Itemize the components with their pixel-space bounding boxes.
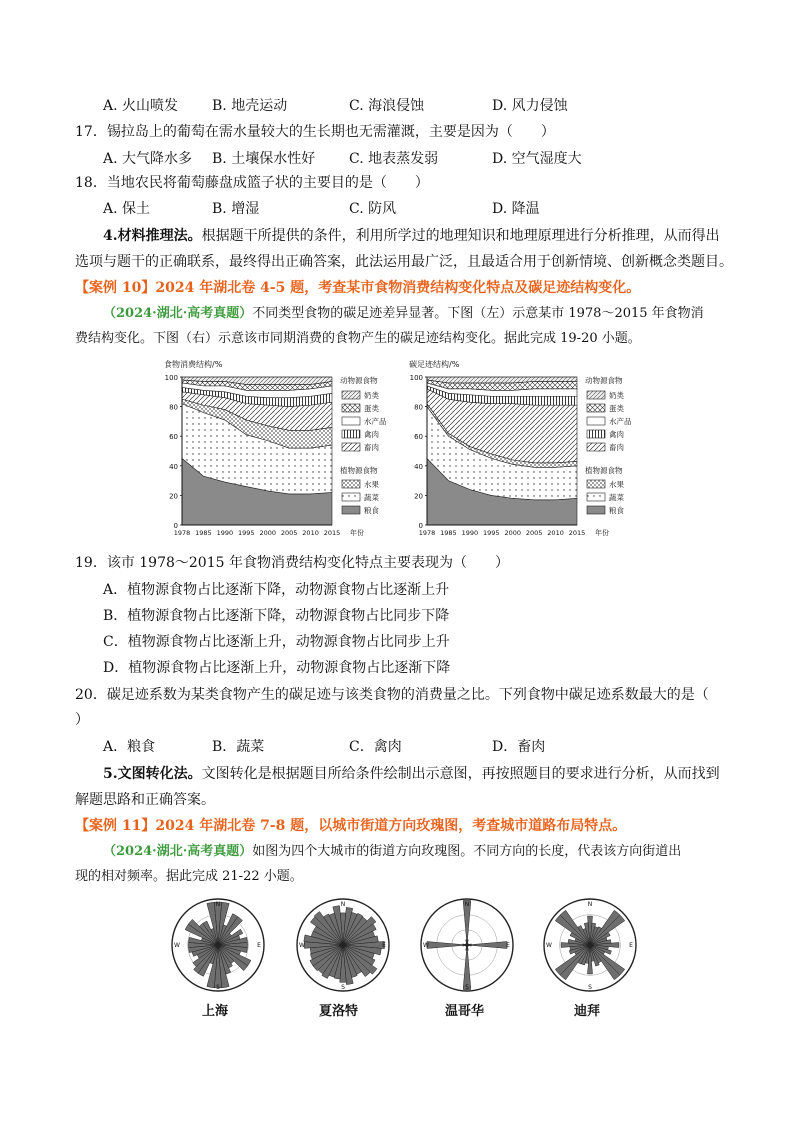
legend-entry: 蔬菜 xyxy=(609,493,624,502)
compass-east-label: E xyxy=(506,942,510,949)
compass-south-label: S xyxy=(588,984,592,991)
rose-diagram-shanghai xyxy=(163,892,273,1002)
y-tick-label: 20 xyxy=(169,492,178,501)
case10-intro-line1 xyxy=(103,304,704,324)
legend-swatch xyxy=(587,506,605,514)
compass-north-label: N xyxy=(464,901,470,908)
legend-entry: 粮食 xyxy=(364,506,379,515)
carbon-footprint-chart xyxy=(405,355,660,540)
case11-source-tag: （2024·湖北·高考真题） xyxy=(103,844,253,859)
legend-swatch xyxy=(587,430,605,438)
rose-city-charlotte: 夏洛特 xyxy=(319,1004,359,1019)
y-tick-label: 60 xyxy=(169,433,178,442)
compass-north-label: N xyxy=(215,901,221,908)
q18-stem: 18．当地农民将葡萄藤盘成篮子状的主要目的是（ ） xyxy=(75,175,429,191)
compass-east-label: E xyxy=(257,942,261,949)
legend-swatch xyxy=(587,493,605,501)
q20-stem-cont: ） xyxy=(75,712,89,728)
q18-option-a: A. 保土 xyxy=(103,201,151,217)
legend-swatch xyxy=(342,391,360,399)
legend-entry: 畜肉 xyxy=(364,443,379,452)
legend-swatch xyxy=(587,443,605,451)
q18-option-b: B. 增湿 xyxy=(212,201,260,217)
legend-entry: 畜肉 xyxy=(609,443,624,452)
q16-option-b: B. 地壳运动 xyxy=(212,98,288,114)
legend-swatch xyxy=(342,480,360,488)
x-tick-label: 1990 xyxy=(216,529,234,537)
method4-text-line2: 选项与题干的正确联系，最终得出正确答案，此法运用最广泛，且最适合用于创新情境、创新概念类题目。 xyxy=(75,254,733,270)
rose-city-dubai: 迪拜 xyxy=(574,1004,601,1019)
x-tick-label: 2000 xyxy=(504,529,521,537)
rose-diagram-vancouver xyxy=(412,892,522,1002)
legend-swatch xyxy=(587,404,605,412)
legend-entry: 水产品 xyxy=(609,417,632,426)
food-consumption-chart xyxy=(160,355,410,540)
y-tick-label: 80 xyxy=(414,403,423,412)
y-tick-label: 100 xyxy=(164,374,178,382)
compass-west-label: W xyxy=(423,942,429,949)
legend-entry: 禽肉 xyxy=(364,430,379,439)
compass-east-label: E xyxy=(382,942,386,949)
legend-swatch xyxy=(342,506,360,514)
q18-option-c: C. 防风 xyxy=(349,201,397,217)
q19-option-b: B．植物源食物占比逐渐下降，动物源食物占比同步下降 xyxy=(103,608,450,624)
q16-option-d: D. 风力侵蚀 xyxy=(492,98,568,114)
y-tick-label: 60 xyxy=(414,433,423,442)
q20-option-c: C．禽肉 xyxy=(349,739,402,755)
x-tick-label: 1985 xyxy=(440,529,457,537)
q16-option-c: C. 海浪侵蚀 xyxy=(349,98,425,114)
case11-intro-text: 如图为四个大城市的街道方向玫瑰图。不同方向的长度，代表该方向街道出 xyxy=(252,844,682,859)
compass-west-label: W xyxy=(174,942,180,949)
q19-option-a: A．植物源食物占比逐渐下降，动物源食物占比逐渐上升 xyxy=(103,582,450,598)
compass-south-label: S xyxy=(465,984,469,991)
case10-intro-text: 不同类型食物的碳足迹差异显著。下图（左）示意某市 1978～2015 年食物消 xyxy=(252,306,704,321)
legend-entry: 蔬菜 xyxy=(364,493,379,502)
x-tick-label: 2005 xyxy=(525,529,543,537)
legend-group-animal: 动物源食物 xyxy=(340,376,378,385)
x-tick-label: 2010 xyxy=(302,529,319,537)
rose-city-shanghai: 上海 xyxy=(202,1004,229,1019)
q20-option-b: B．蔬菜 xyxy=(212,739,265,755)
q19-option-d: D．植物源食物占比逐渐上升，动物源食物占比逐渐下降 xyxy=(103,660,451,676)
q17-option-a: A. 大气降水多 xyxy=(103,151,193,167)
legend-entry: 水果 xyxy=(364,480,379,489)
compass-south-label: S xyxy=(341,984,345,991)
case11-heading: 【案例 11】2024 年湖北卷 7-8 题，以城市街道方向玫瑰图，考查城市道路布局特点。 xyxy=(75,818,627,834)
method5-text-line1: 文图转化是根据题目所给条件绘制出示意图，再按照题目的要求进行分析，从而找到 xyxy=(201,766,720,782)
legend-swatch xyxy=(342,493,360,501)
method5-paragraph xyxy=(103,764,720,784)
q19-stem: 19．该市 1978～2015 年食物消费结构变化特点主要表现为（ ） xyxy=(75,555,509,571)
legend-swatch xyxy=(342,417,360,425)
y-tick-label: 0 xyxy=(418,522,423,530)
x-tick-label: 2005 xyxy=(280,529,298,537)
legend-entry: 蛋类 xyxy=(364,404,379,413)
legend-swatch xyxy=(587,417,605,425)
x-tick-label: 1990 xyxy=(461,529,479,537)
x-axis-label: 年份 xyxy=(350,529,364,537)
case10-intro-line2: 费结构变化。下图（右）示意该市同期消费的食物产生的碳足迹结构变化。据此完成 19-20 小题。 xyxy=(75,331,641,346)
legend-entry: 禽肉 xyxy=(609,430,624,439)
q18-option-d: D. 降温 xyxy=(492,201,540,217)
x-tick-label: 2000 xyxy=(259,529,276,537)
legend-swatch xyxy=(342,443,360,451)
q16-option-a: A. 火山喷发 xyxy=(103,98,179,114)
y-tick-label: 40 xyxy=(414,462,423,471)
y-tick-label: 100 xyxy=(409,374,423,382)
q17-option-c: C. 地表蒸发弱 xyxy=(349,151,439,167)
chart-title: 碳足迹结构/% xyxy=(409,360,460,369)
y-tick-label: 80 xyxy=(169,403,178,412)
legend-entry: 粮食 xyxy=(609,506,624,515)
x-tick-label: 1978 xyxy=(418,529,436,537)
x-tick-label: 1985 xyxy=(195,529,212,537)
legend-entry: 水产品 xyxy=(364,417,387,426)
legend-entry: 蛋类 xyxy=(609,404,624,413)
q20-option-a: A．粮食 xyxy=(103,739,156,755)
x-tick-label: 1978 xyxy=(173,529,191,537)
legend-swatch xyxy=(342,404,360,412)
legend-group-plant: 植物源食物 xyxy=(585,466,623,475)
legend-entry: 奶类 xyxy=(364,391,379,400)
case11-intro-line1 xyxy=(103,842,681,862)
q17-option-b: B. 土壤保水性好 xyxy=(212,151,316,167)
x-axis-label: 年份 xyxy=(595,529,609,537)
method4-title: 4.材料推理法。 xyxy=(103,228,202,244)
rose-diagram-charlotte xyxy=(288,892,398,1002)
method4-paragraph xyxy=(103,226,720,246)
q20-stem: 20．碳足迹系数为某类食物产生的碳足迹与该类食物的消费量之比。下列食物中碳足迹系数最大的是（ xyxy=(75,687,709,703)
q17-stem: 17．锡拉岛上的葡萄在需水量较大的生长期也无需灌溉，主要是因为（ ） xyxy=(75,124,555,140)
compass-north-label: N xyxy=(340,901,346,908)
compass-west-label: W xyxy=(546,942,552,949)
compass-north-label: N xyxy=(587,901,593,908)
q19-option-c: C．植物源食物占比逐渐上升，动物源食物占比同步上升 xyxy=(103,634,450,650)
legend-entry: 奶类 xyxy=(609,391,624,400)
y-tick-label: 0 xyxy=(173,522,178,530)
legend-entry: 水果 xyxy=(609,480,624,489)
q17-option-d: D. 空气湿度大 xyxy=(492,151,582,167)
method4-text-line1: 根据题干所提供的条件，利用所学过的地理知识和地理原理进行分析推理，从而得出 xyxy=(201,228,720,244)
case10-heading: 【案例 10】2024 年湖北卷 4-5 题，考查某市食物消费结构变化特点及碳足迹结构变化。 xyxy=(75,280,641,296)
compass-east-label: E xyxy=(629,942,633,949)
method5-text-line2: 解题思路和正确答案。 xyxy=(75,792,215,808)
legend-swatch xyxy=(587,480,605,488)
method5-title: 5.文图转化法。 xyxy=(103,766,202,782)
case11-intro-line2: 现的相对频率。据此完成 21-22 小题。 xyxy=(75,869,303,884)
y-tick-label: 40 xyxy=(169,462,178,471)
compass-south-label: S xyxy=(216,984,220,991)
legend-group-animal: 动物源食物 xyxy=(585,376,623,385)
x-tick-label: 2015 xyxy=(323,529,341,537)
legend-swatch xyxy=(342,430,360,438)
x-tick-label: 2010 xyxy=(547,529,564,537)
q20-option-d: D．畜肉 xyxy=(492,739,546,755)
x-tick-label: 1995 xyxy=(238,529,255,537)
rose-city-vancouver: 温哥华 xyxy=(445,1004,485,1019)
x-tick-label: 1995 xyxy=(483,529,500,537)
case10-source-tag: （2024·湖北·高考真题） xyxy=(103,306,253,321)
legend-swatch xyxy=(587,391,605,399)
legend-group-plant: 植物源食物 xyxy=(340,466,378,475)
y-tick-label: 20 xyxy=(414,492,423,501)
rose-diagram-dubai xyxy=(535,892,645,1002)
compass-west-label: W xyxy=(299,942,305,949)
x-tick-label: 2015 xyxy=(568,529,586,537)
chart-title: 食物消费结构/% xyxy=(164,360,223,369)
